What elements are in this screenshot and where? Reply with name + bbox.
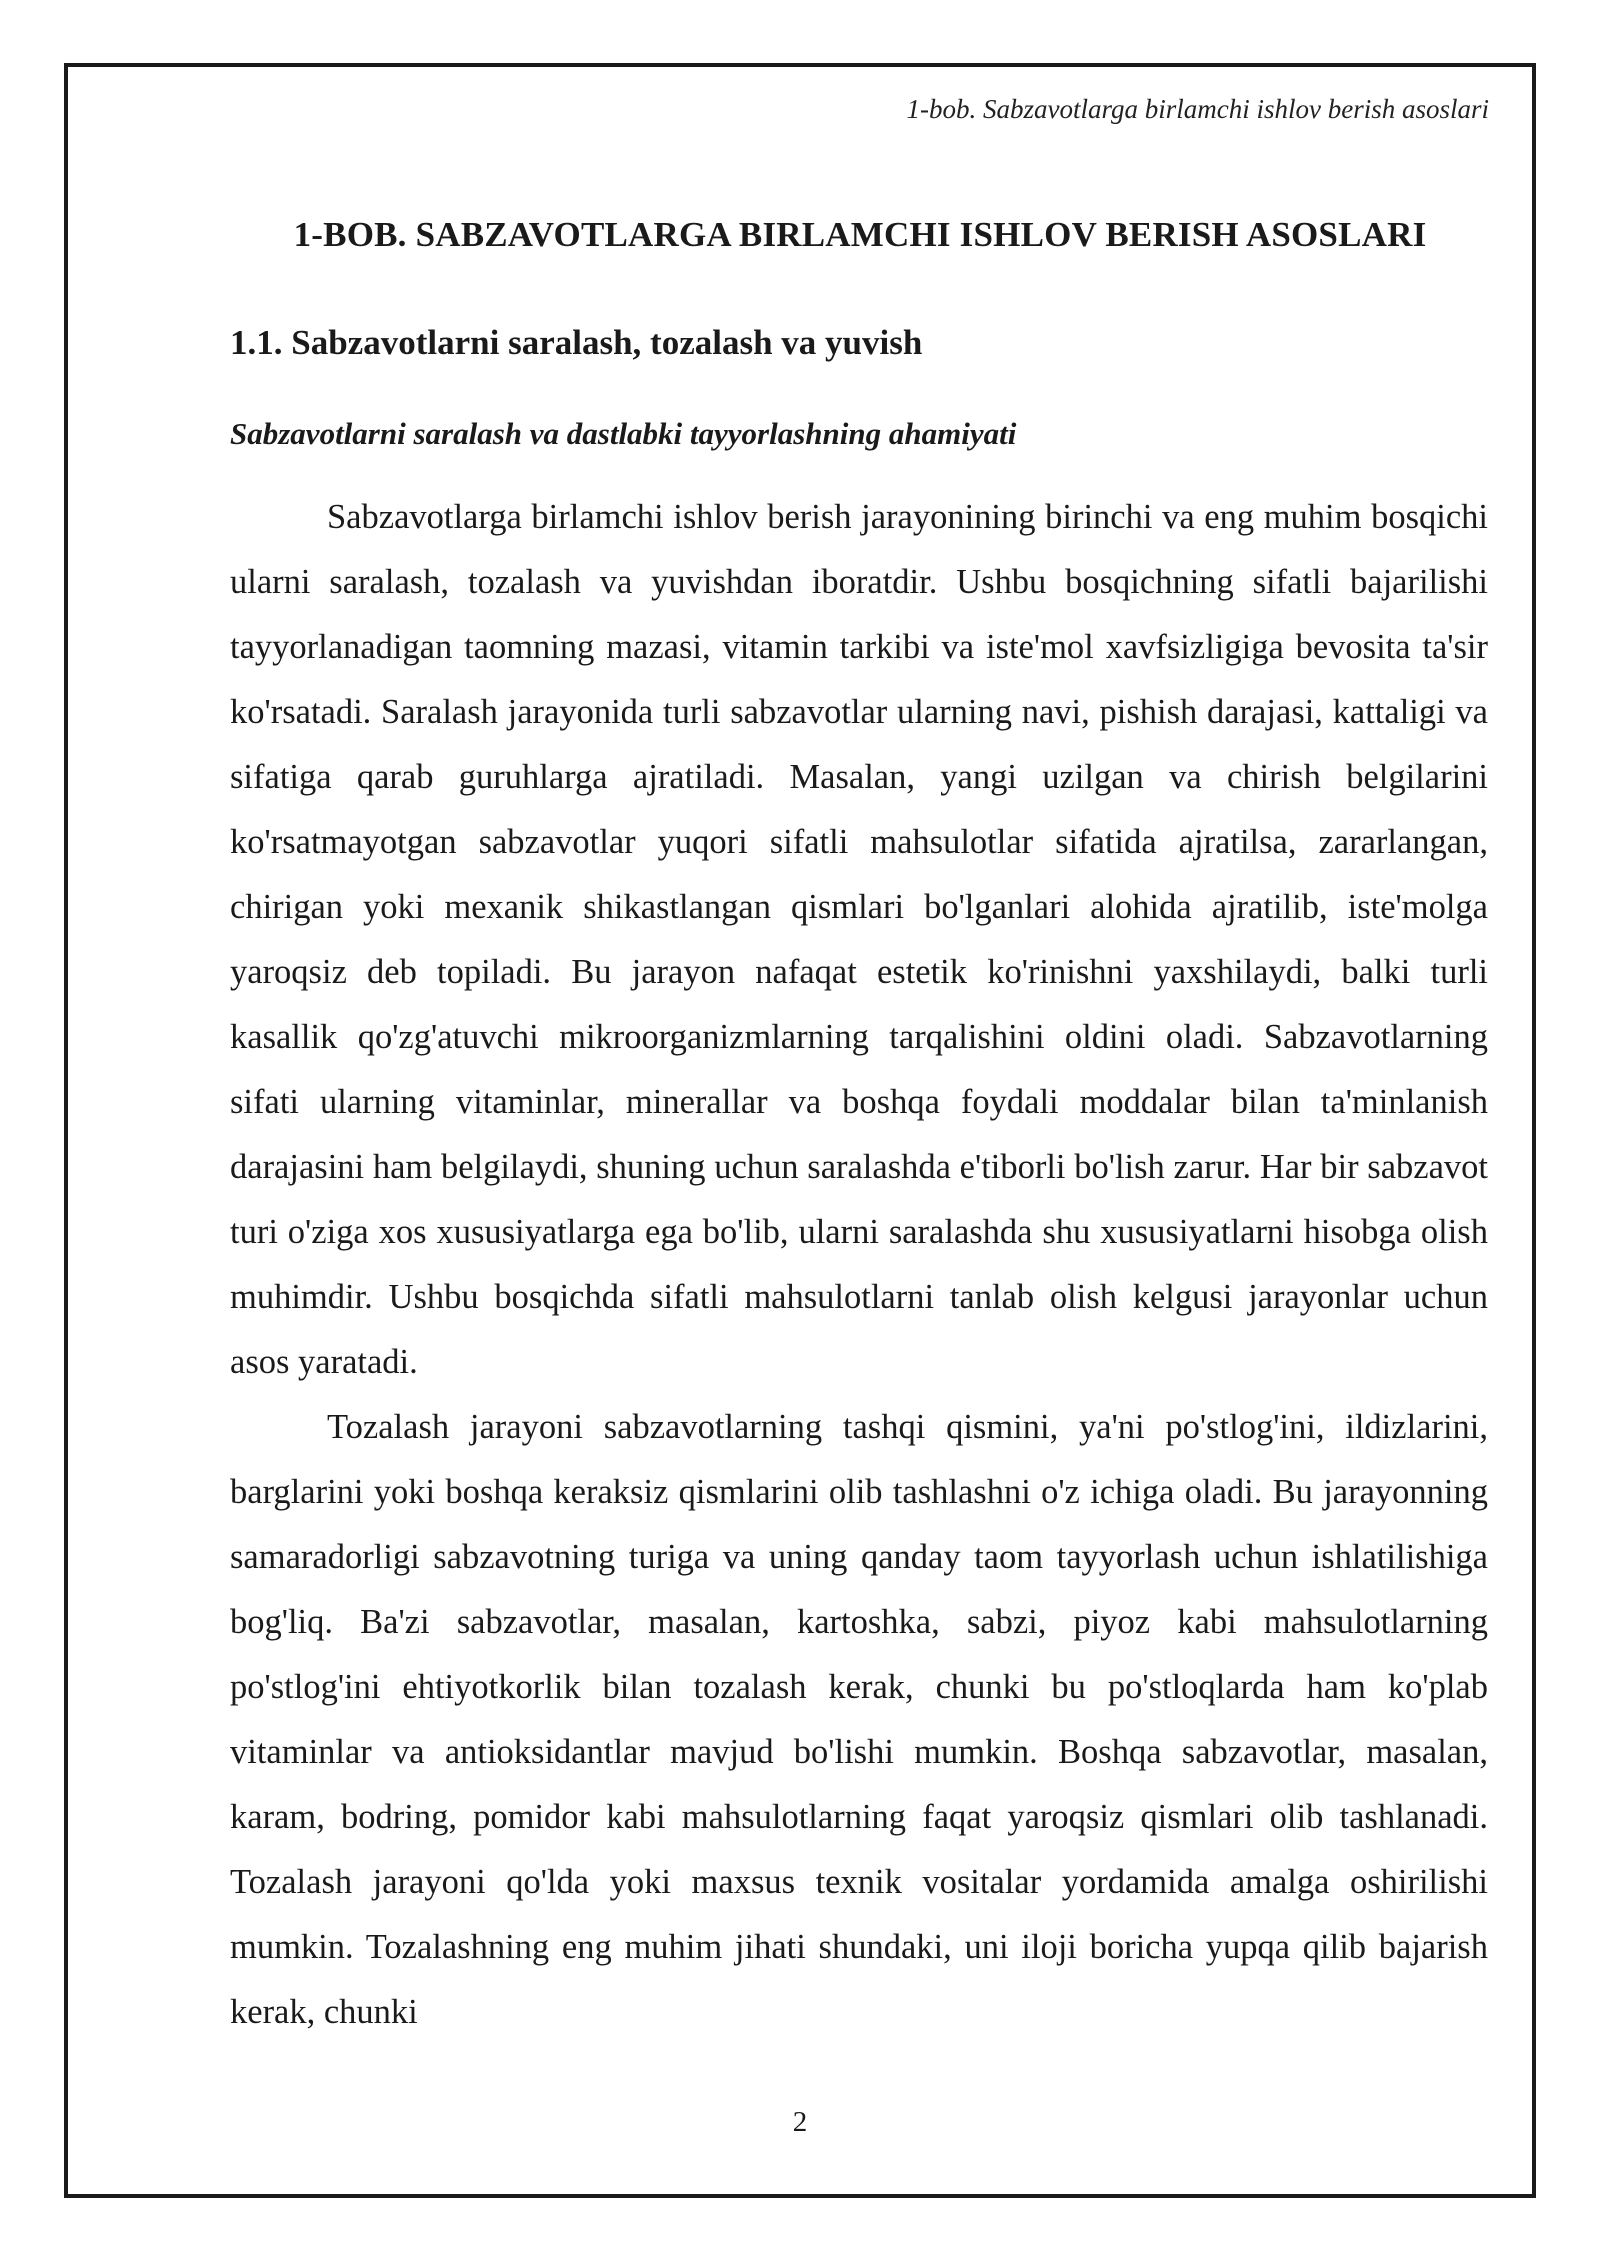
body-text [230,485,1488,2045]
page-number: 2 [792,2106,808,2138]
chapter-title: 1-BOB. SABZAVOTLARGA BIRLAMCHI ISHLOV BERISH ASOSLARI [293,215,1427,254]
running-header: 1-bob. Sabzavotlarga birlamchi ishlov berish asoslari [906,94,1489,124]
paragraph-peeling: Tozalash jarayoni sabzavotlarning tashqi qismini, ya'ni po'stlog'ini, ildizlarini, barglarini yoki boshqa keraksiz qismlarini olib tashlashni o'z ichiga oladi. Bu jarayonning samaradorligi sabzavotning turiga va uning qanday taom tayyorlash uchun ishlatilishiga bog'liq. Ba'zi sabzavotlar, masalan, kartoshka, sabzi, piyoz kabi mahsulotlarning po'stlog'ini ehtiyotkorlik bilan tozalash kerak, chunki bu po'stloqlarda ham ko'plab vitaminlar va antioksidantlar mavjud bo'lishi mumkin. Boshqa sabzavotlar, masalan, karam, bodring, pomidor kabi mahsulotlarning faqat yaroqsiz qismlari olib tashlanadi. Tozalash jarayoni qo'lda yoki maxsus texnik vositalar yordamida amalga oshirilishi mumkin. Tozalashning eng muhim jihati shundaki, uni iloji boricha yupqa qilib bajarish kerak, chunki [230,1408,1488,2031]
subsection-title: Sabzavotlarni saralash va dastlabki tayyorlashning ahamiyati [230,416,1017,451]
paragraph-sorting: Sabzavotlarga birlamchi ishlov berish jarayonining birinchi va eng muhim bosqichi ularni saralash, tozalash va yuvishdan iboratdir. Ushbu bosqichning sifatli bajarilishi tayyorlanadigan taomning mazasi, vitamin tarkibi va iste'mol xavfsizligiga bevosita ta'sir ko'rsatadi. Saralash jarayonida turli sabzavotlar ularning navi, pishish darajasi, kattaligi va sifatiga qarab guruhlarga ajratiladi. Masalan, yangi uzilgan va chirish belgilarini ko'rsatmayotgan sabzavotlar yuqori sifatli mahsulotlar sifatida ajratilsa, zararlangan, chirigan yoki mexanik shikastlangan qismlari bo'lganlari alohida ajratilib, iste'molga yaroqsiz deb topiladi. Bu jarayon nafaqat estetik ko'rinishni yaxshilaydi, balki turli kasallik qo'zg'atuvchi mikroorganizmlarning tarqalishini oldini oladi. Sabzavotlarning sifati ularning vitaminlar, minerallar va boshqa foydali moddalar bilan ta'minlanish darajasini ham belgilaydi, shuning uchun saralashda e'tiborli bo'lish zarur. Har bir sabzavot turi o'ziga xos xususiyatlarga ega bo'lib, ularni saralashda shu xususiyatlarni hisobga olish muhimdir. Ushbu bosqichda sifatli mahsulotlarni tanlab olish kelgusi jarayonlar uchun asos yaratadi. [230,498,1488,1381]
section-title: 1.1. Sabzavotlarni saralash, tozalash va yuvish [230,323,923,362]
